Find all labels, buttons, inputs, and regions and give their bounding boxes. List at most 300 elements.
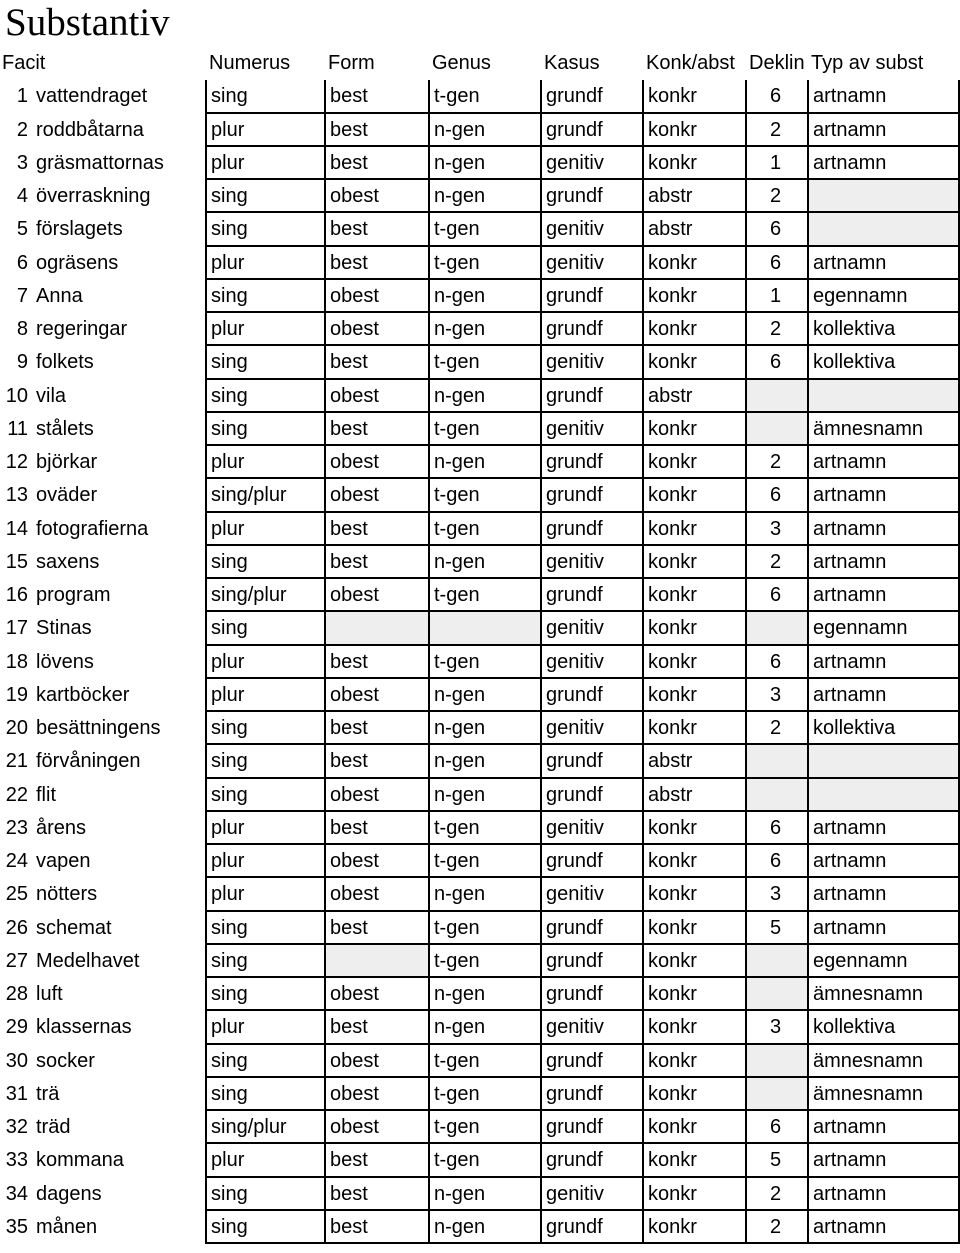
numerus-cell: sing bbox=[205, 546, 324, 579]
form-cell: obest bbox=[324, 280, 428, 313]
form-cell: best bbox=[324, 346, 428, 379]
typ-av-subst-cell: egennamn bbox=[807, 612, 960, 645]
word-cell: socker bbox=[36, 1049, 95, 1072]
genus-cell: t-gen bbox=[428, 1144, 540, 1177]
konk-abst-cell: konkr bbox=[642, 1211, 745, 1244]
genus-cell: t-gen bbox=[428, 1045, 540, 1078]
konk-abst-cell: konkr bbox=[642, 878, 745, 911]
table-row bbox=[0, 413, 960, 446]
deklination-cell bbox=[745, 612, 807, 645]
genus-cell: n-gen bbox=[428, 978, 540, 1011]
form-cell: obest bbox=[324, 1078, 428, 1111]
kasus-cell: genitiv bbox=[540, 213, 642, 246]
form-cell: best bbox=[324, 812, 428, 845]
table-row bbox=[0, 912, 960, 945]
table-row bbox=[0, 978, 960, 1011]
numerus-cell: sing bbox=[205, 912, 324, 945]
genus-cell: n-gen bbox=[428, 180, 540, 213]
genus-cell: n-gen bbox=[428, 446, 540, 479]
row-number-cell: 30 bbox=[5, 1049, 28, 1072]
typ-av-subst-cell: ämnesnamn bbox=[807, 978, 960, 1011]
form-cell: best bbox=[324, 247, 428, 280]
form-cell: best bbox=[324, 745, 428, 778]
column-header-deklin: Deklin bbox=[749, 52, 805, 74]
genus-cell: t-gen bbox=[428, 1111, 540, 1144]
numerus-cell: sing bbox=[205, 1178, 324, 1211]
word-cell: gräsmattornas bbox=[36, 151, 164, 174]
numerus-cell: sing bbox=[205, 413, 324, 446]
form-cell bbox=[324, 612, 428, 645]
word-cell: schemat bbox=[36, 916, 112, 939]
table-row bbox=[0, 1144, 960, 1177]
form-cell: best bbox=[324, 413, 428, 446]
numerus-cell: plur bbox=[205, 878, 324, 911]
table-row bbox=[0, 513, 960, 546]
row-number-cell: 13 bbox=[5, 484, 28, 507]
typ-av-subst-cell: egennamn bbox=[807, 945, 960, 978]
numerus-cell: sing bbox=[205, 612, 324, 645]
deklination-cell: 6 bbox=[745, 1111, 807, 1144]
deklination-cell: 6 bbox=[745, 213, 807, 246]
kasus-cell: genitiv bbox=[540, 413, 642, 446]
typ-av-subst-cell: kollektiva bbox=[807, 712, 960, 745]
row-number-cell: 9 bbox=[16, 351, 28, 374]
form-cell: obest bbox=[324, 845, 428, 878]
row-number-cell: 22 bbox=[5, 783, 28, 806]
deklination-cell: 6 bbox=[745, 579, 807, 612]
konk-abst-cell: konkr bbox=[642, 1078, 745, 1111]
konk-abst-cell: konkr bbox=[642, 646, 745, 679]
word-cell: vila bbox=[36, 384, 67, 407]
konk-abst-cell: konkr bbox=[642, 579, 745, 612]
kasus-cell: genitiv bbox=[540, 612, 642, 645]
konk-abst-cell: konkr bbox=[642, 513, 745, 546]
table-row bbox=[0, 1011, 960, 1044]
deklination-cell: 6 bbox=[745, 646, 807, 679]
form-cell: best bbox=[324, 546, 428, 579]
kasus-cell: genitiv bbox=[540, 1178, 642, 1211]
table-row bbox=[0, 779, 960, 812]
kasus-cell: grundf bbox=[540, 479, 642, 512]
row-number-cell: 16 bbox=[5, 584, 28, 606]
kasus-cell: genitiv bbox=[540, 546, 642, 579]
numerus-cell: sing/plur bbox=[205, 1111, 324, 1144]
genus-cell: t-gen bbox=[428, 845, 540, 878]
kasus-cell: grundf bbox=[540, 978, 642, 1011]
table-row bbox=[0, 812, 960, 845]
row-number-cell: 1 bbox=[16, 85, 28, 108]
row-number-cell: 12 bbox=[5, 451, 28, 473]
konk-abst-cell: konkr bbox=[642, 912, 745, 945]
numerus-cell: sing bbox=[205, 1078, 324, 1111]
genus-cell: n-gen bbox=[428, 679, 540, 712]
row-number-cell: 7 bbox=[16, 284, 28, 307]
typ-av-subst-cell: artnamn bbox=[807, 513, 960, 546]
numerus-cell: plur bbox=[205, 679, 324, 712]
konk-abst-cell: konkr bbox=[642, 313, 745, 346]
form-cell: best bbox=[324, 80, 428, 113]
form-cell bbox=[324, 945, 428, 978]
row-number-cell: 33 bbox=[5, 1149, 28, 1172]
deklination-cell bbox=[745, 413, 807, 446]
numerus-cell: sing bbox=[205, 712, 324, 745]
genus-cell: t-gen bbox=[428, 80, 540, 113]
table-row bbox=[0, 679, 960, 712]
typ-av-subst-cell: artnamn bbox=[807, 479, 960, 512]
word-cell: roddbåtarna bbox=[36, 118, 144, 141]
deklination-cell: 6 bbox=[745, 80, 807, 113]
row-number-cell: 19 bbox=[5, 683, 28, 706]
genus-cell: t-gen bbox=[428, 247, 540, 280]
form-cell: best bbox=[324, 1178, 428, 1211]
kasus-cell: grundf bbox=[540, 1045, 642, 1078]
typ-av-subst-cell: artnamn bbox=[807, 845, 960, 878]
deklination-cell: 2 bbox=[745, 313, 807, 346]
deklination-cell: 2 bbox=[745, 1178, 807, 1211]
word-cell: månen bbox=[36, 1215, 98, 1238]
word-cell: folkets bbox=[36, 351, 94, 374]
word-cell: flit bbox=[36, 783, 56, 806]
konk-abst-cell: konkr bbox=[642, 978, 745, 1011]
row-number-cell: 5 bbox=[16, 218, 28, 241]
table-body bbox=[0, 80, 960, 1244]
kasus-cell: grundf bbox=[540, 1211, 642, 1244]
row-number-cell: 6 bbox=[16, 251, 28, 274]
table-row bbox=[0, 313, 960, 346]
form-cell: best bbox=[324, 712, 428, 745]
deklination-cell bbox=[745, 745, 807, 778]
row-number-cell: 21 bbox=[5, 750, 28, 773]
konk-abst-cell: konkr bbox=[642, 712, 745, 745]
numerus-cell: sing bbox=[205, 745, 324, 778]
row-number-cell: 8 bbox=[16, 318, 28, 340]
column-header-numerus: Numerus bbox=[209, 52, 291, 74]
typ-av-subst-cell bbox=[807, 745, 960, 778]
konk-abst-cell: konkr bbox=[642, 1045, 745, 1078]
numerus-cell: plur bbox=[205, 1011, 324, 1044]
typ-av-subst-cell: artnamn bbox=[807, 579, 960, 612]
typ-av-subst-cell: ämnesnamn bbox=[807, 1045, 960, 1078]
konk-abst-cell: abstr bbox=[642, 180, 745, 213]
numerus-cell: sing bbox=[205, 1045, 324, 1078]
numerus-cell: plur bbox=[205, 812, 324, 845]
konk-abst-cell: konkr bbox=[642, 812, 745, 845]
numerus-cell: sing bbox=[205, 280, 324, 313]
form-cell: best bbox=[324, 1144, 428, 1177]
typ-av-subst-cell: artnamn bbox=[807, 147, 960, 180]
word-cell: Stinas bbox=[36, 617, 92, 640]
genus-cell: t-gen bbox=[428, 579, 540, 612]
konk-abst-cell: konkr bbox=[642, 479, 745, 512]
word-cell: kartböcker bbox=[36, 683, 130, 706]
kasus-cell: grundf bbox=[540, 779, 642, 812]
typ-av-subst-cell: artnamn bbox=[807, 1144, 960, 1177]
form-cell: best bbox=[324, 646, 428, 679]
konk-abst-cell: abstr bbox=[642, 380, 745, 413]
table-row bbox=[0, 346, 960, 379]
facit-header: Facit bbox=[2, 52, 46, 74]
table-row bbox=[0, 1211, 960, 1244]
table-row bbox=[0, 646, 960, 679]
genus-cell bbox=[428, 612, 540, 645]
table-row bbox=[0, 114, 960, 147]
typ-av-subst-cell: artnamn bbox=[807, 912, 960, 945]
column-header-genus: Genus bbox=[432, 52, 491, 74]
form-cell: obest bbox=[324, 579, 428, 612]
numerus-cell: sing bbox=[205, 945, 324, 978]
deklination-cell bbox=[745, 1045, 807, 1078]
row-number-cell: 29 bbox=[5, 1016, 28, 1039]
deklination-cell: 3 bbox=[745, 679, 807, 712]
konk-abst-cell: konkr bbox=[642, 80, 745, 113]
deklination-cell: 5 bbox=[745, 912, 807, 945]
konk-abst-cell: konkr bbox=[642, 413, 745, 446]
form-cell: best bbox=[324, 513, 428, 546]
row-number-cell: 20 bbox=[5, 717, 28, 739]
form-cell: obest bbox=[324, 180, 428, 213]
kasus-cell: genitiv bbox=[540, 147, 642, 180]
konk-abst-cell: abstr bbox=[642, 745, 745, 778]
form-cell: obest bbox=[324, 313, 428, 346]
kasus-cell: grundf bbox=[540, 845, 642, 878]
row-number-cell: 14 bbox=[5, 517, 28, 540]
genus-cell: t-gen bbox=[428, 213, 540, 246]
numerus-cell: plur bbox=[205, 1144, 324, 1177]
typ-av-subst-cell: ämnesnamn bbox=[807, 413, 960, 446]
deklination-cell: 6 bbox=[745, 812, 807, 845]
numerus-cell: sing/plur bbox=[205, 479, 324, 512]
konk-abst-cell: konkr bbox=[642, 612, 745, 645]
table-row bbox=[0, 247, 960, 280]
kasus-cell: grundf bbox=[540, 1111, 642, 1144]
table-row bbox=[0, 213, 960, 246]
word-cell: Anna bbox=[36, 284, 83, 307]
table-row bbox=[0, 1078, 960, 1111]
deklination-cell: 2 bbox=[745, 546, 807, 579]
column-header-form: Form bbox=[328, 52, 375, 74]
row-number-cell: 28 bbox=[5, 983, 28, 1005]
deklination-cell: 6 bbox=[745, 346, 807, 379]
typ-av-subst-cell bbox=[807, 213, 960, 246]
row-number-cell: 4 bbox=[16, 185, 28, 207]
genus-cell: n-gen bbox=[428, 779, 540, 812]
konk-abst-cell: konkr bbox=[642, 1011, 745, 1044]
word-cell: regeringar bbox=[36, 318, 128, 340]
form-cell: obest bbox=[324, 978, 428, 1011]
numerus-cell: sing bbox=[205, 180, 324, 213]
table-row bbox=[0, 380, 960, 413]
deklination-cell bbox=[745, 380, 807, 413]
row-number-cell: 18 bbox=[5, 650, 28, 673]
typ-av-subst-cell: artnamn bbox=[807, 812, 960, 845]
konk-abst-cell: konkr bbox=[642, 546, 745, 579]
numerus-cell: sing bbox=[205, 380, 324, 413]
konk-abst-cell: konkr bbox=[642, 280, 745, 313]
word-cell: vattendraget bbox=[36, 85, 148, 108]
genus-cell: t-gen bbox=[428, 646, 540, 679]
genus-cell: n-gen bbox=[428, 114, 540, 147]
genus-cell: n-gen bbox=[428, 745, 540, 778]
table-row bbox=[0, 446, 960, 479]
row-number-cell: 26 bbox=[5, 916, 28, 939]
word-cell: program bbox=[36, 584, 111, 606]
genus-cell: t-gen bbox=[428, 945, 540, 978]
genus-cell: n-gen bbox=[428, 380, 540, 413]
typ-av-subst-cell: artnamn bbox=[807, 1111, 960, 1144]
typ-av-subst-cell: kollektiva bbox=[807, 1011, 960, 1044]
kasus-cell: grundf bbox=[540, 1078, 642, 1111]
numerus-cell: plur bbox=[205, 147, 324, 180]
word-cell: vapen bbox=[36, 850, 91, 872]
konk-abst-cell: konkr bbox=[642, 1178, 745, 1211]
typ-av-subst-cell: egennamn bbox=[807, 280, 960, 313]
numerus-cell: plur bbox=[205, 247, 324, 280]
kasus-cell: grundf bbox=[540, 80, 642, 113]
row-number-cell: 15 bbox=[5, 550, 28, 573]
word-cell: lövens bbox=[36, 650, 94, 673]
genus-cell: t-gen bbox=[428, 479, 540, 512]
word-cell: Medelhavet bbox=[36, 949, 140, 972]
deklination-cell: 6 bbox=[745, 479, 807, 512]
noun-analysis-table bbox=[0, 47, 960, 1244]
typ-av-subst-cell: artnamn bbox=[807, 247, 960, 280]
typ-av-subst-cell: artnamn bbox=[807, 80, 960, 113]
page-title: Substantiv bbox=[5, 1, 170, 44]
deklination-cell: 6 bbox=[745, 845, 807, 878]
numerus-cell: sing bbox=[205, 779, 324, 812]
word-cell: förslagets bbox=[36, 218, 123, 241]
konk-abst-cell: konkr bbox=[642, 346, 745, 379]
kasus-cell: genitiv bbox=[540, 812, 642, 845]
word-cell: björkar bbox=[36, 451, 98, 473]
genus-cell: n-gen bbox=[428, 313, 540, 346]
deklination-cell: 3 bbox=[745, 878, 807, 911]
typ-av-subst-cell: kollektiva bbox=[807, 313, 960, 346]
kasus-cell: grundf bbox=[540, 380, 642, 413]
genus-cell: n-gen bbox=[428, 712, 540, 745]
konk-abst-cell: konkr bbox=[642, 147, 745, 180]
row-number-cell: 27 bbox=[5, 949, 28, 972]
konk-abst-cell: konkr bbox=[642, 1144, 745, 1177]
typ-av-subst-cell: artnamn bbox=[807, 646, 960, 679]
word-cell: fotografierna bbox=[36, 517, 149, 540]
form-cell: best bbox=[324, 147, 428, 180]
deklination-cell: 2 bbox=[745, 712, 807, 745]
table-row bbox=[0, 878, 960, 911]
konk-abst-cell: konkr bbox=[642, 845, 745, 878]
table-row bbox=[0, 80, 960, 113]
word-cell: klassernas bbox=[36, 1016, 132, 1039]
word-cell: trä bbox=[36, 1082, 60, 1105]
genus-cell: n-gen bbox=[428, 147, 540, 180]
form-cell: obest bbox=[324, 446, 428, 479]
form-cell: best bbox=[324, 912, 428, 945]
word-cell: stålets bbox=[36, 417, 94, 440]
kasus-cell: grundf bbox=[540, 1144, 642, 1177]
form-cell: best bbox=[324, 1211, 428, 1244]
genus-cell: t-gen bbox=[428, 912, 540, 945]
deklination-cell bbox=[745, 945, 807, 978]
deklination-cell: 2 bbox=[745, 446, 807, 479]
typ-av-subst-cell: ämnesnamn bbox=[807, 1078, 960, 1111]
word-cell: besättningens bbox=[36, 717, 161, 739]
word-cell: träd bbox=[36, 1116, 71, 1138]
row-number-cell: 17 bbox=[5, 617, 28, 640]
typ-av-subst-cell: artnamn bbox=[807, 878, 960, 911]
typ-av-subst-cell: artnamn bbox=[807, 446, 960, 479]
kasus-cell: genitiv bbox=[540, 247, 642, 280]
genus-cell: n-gen bbox=[428, 878, 540, 911]
typ-av-subst-cell: artnamn bbox=[807, 546, 960, 579]
kasus-cell: grundf bbox=[540, 180, 642, 213]
table-row bbox=[0, 579, 960, 612]
typ-av-subst-cell: artnamn bbox=[807, 679, 960, 712]
row-number-cell: 10 bbox=[5, 384, 28, 407]
word-cell: ogräsens bbox=[36, 251, 119, 274]
deklination-cell: 2 bbox=[745, 114, 807, 147]
form-cell: obest bbox=[324, 878, 428, 911]
table-row bbox=[0, 546, 960, 579]
kasus-cell: grundf bbox=[540, 446, 642, 479]
form-cell: best bbox=[324, 213, 428, 246]
typ-av-subst-cell: kollektiva bbox=[807, 346, 960, 379]
genus-cell: n-gen bbox=[428, 546, 540, 579]
form-cell: obest bbox=[324, 1045, 428, 1078]
typ-av-subst-cell bbox=[807, 180, 960, 213]
konk-abst-cell: konkr bbox=[642, 1111, 745, 1144]
row-number-cell: 23 bbox=[5, 816, 28, 839]
deklination-cell: 3 bbox=[745, 1011, 807, 1044]
konk-abst-cell: abstr bbox=[642, 779, 745, 812]
genus-cell: n-gen bbox=[428, 1211, 540, 1244]
row-number-cell: 31 bbox=[5, 1082, 28, 1105]
numerus-cell: plur bbox=[205, 446, 324, 479]
deklination-cell: 2 bbox=[745, 180, 807, 213]
column-header-kasus: Kasus bbox=[544, 52, 600, 74]
kasus-cell: grundf bbox=[540, 745, 642, 778]
typ-av-subst-cell: artnamn bbox=[807, 1211, 960, 1244]
table-row bbox=[0, 945, 960, 978]
deklination-cell: 1 bbox=[745, 280, 807, 313]
numerus-cell: plur bbox=[205, 114, 324, 147]
kasus-cell: grundf bbox=[540, 114, 642, 147]
column-header-typ: Typ av subst bbox=[811, 52, 924, 74]
form-cell: obest bbox=[324, 679, 428, 712]
table-row bbox=[0, 479, 960, 512]
table-row bbox=[0, 612, 960, 645]
row-number-cell: 11 bbox=[7, 417, 28, 440]
row-number-cell: 35 bbox=[5, 1215, 28, 1238]
word-cell: kommana bbox=[36, 1149, 124, 1172]
kasus-cell: grundf bbox=[540, 513, 642, 546]
genus-cell: t-gen bbox=[428, 413, 540, 446]
row-number-cell: 34 bbox=[5, 1182, 28, 1205]
numerus-cell: plur bbox=[205, 646, 324, 679]
deklination-cell: 2 bbox=[745, 1211, 807, 1244]
genus-cell: n-gen bbox=[428, 1011, 540, 1044]
genus-cell: t-gen bbox=[428, 1078, 540, 1111]
numerus-cell: plur bbox=[205, 313, 324, 346]
numerus-cell: sing bbox=[205, 978, 324, 1011]
kasus-cell: genitiv bbox=[540, 712, 642, 745]
row-number-cell: 24 bbox=[5, 850, 28, 872]
kasus-cell: genitiv bbox=[540, 646, 642, 679]
word-cell: årens bbox=[36, 816, 87, 839]
kasus-cell: genitiv bbox=[540, 346, 642, 379]
row-number-cell: 25 bbox=[5, 883, 28, 906]
typ-av-subst-cell bbox=[807, 380, 960, 413]
konk-abst-cell: abstr bbox=[642, 213, 745, 246]
